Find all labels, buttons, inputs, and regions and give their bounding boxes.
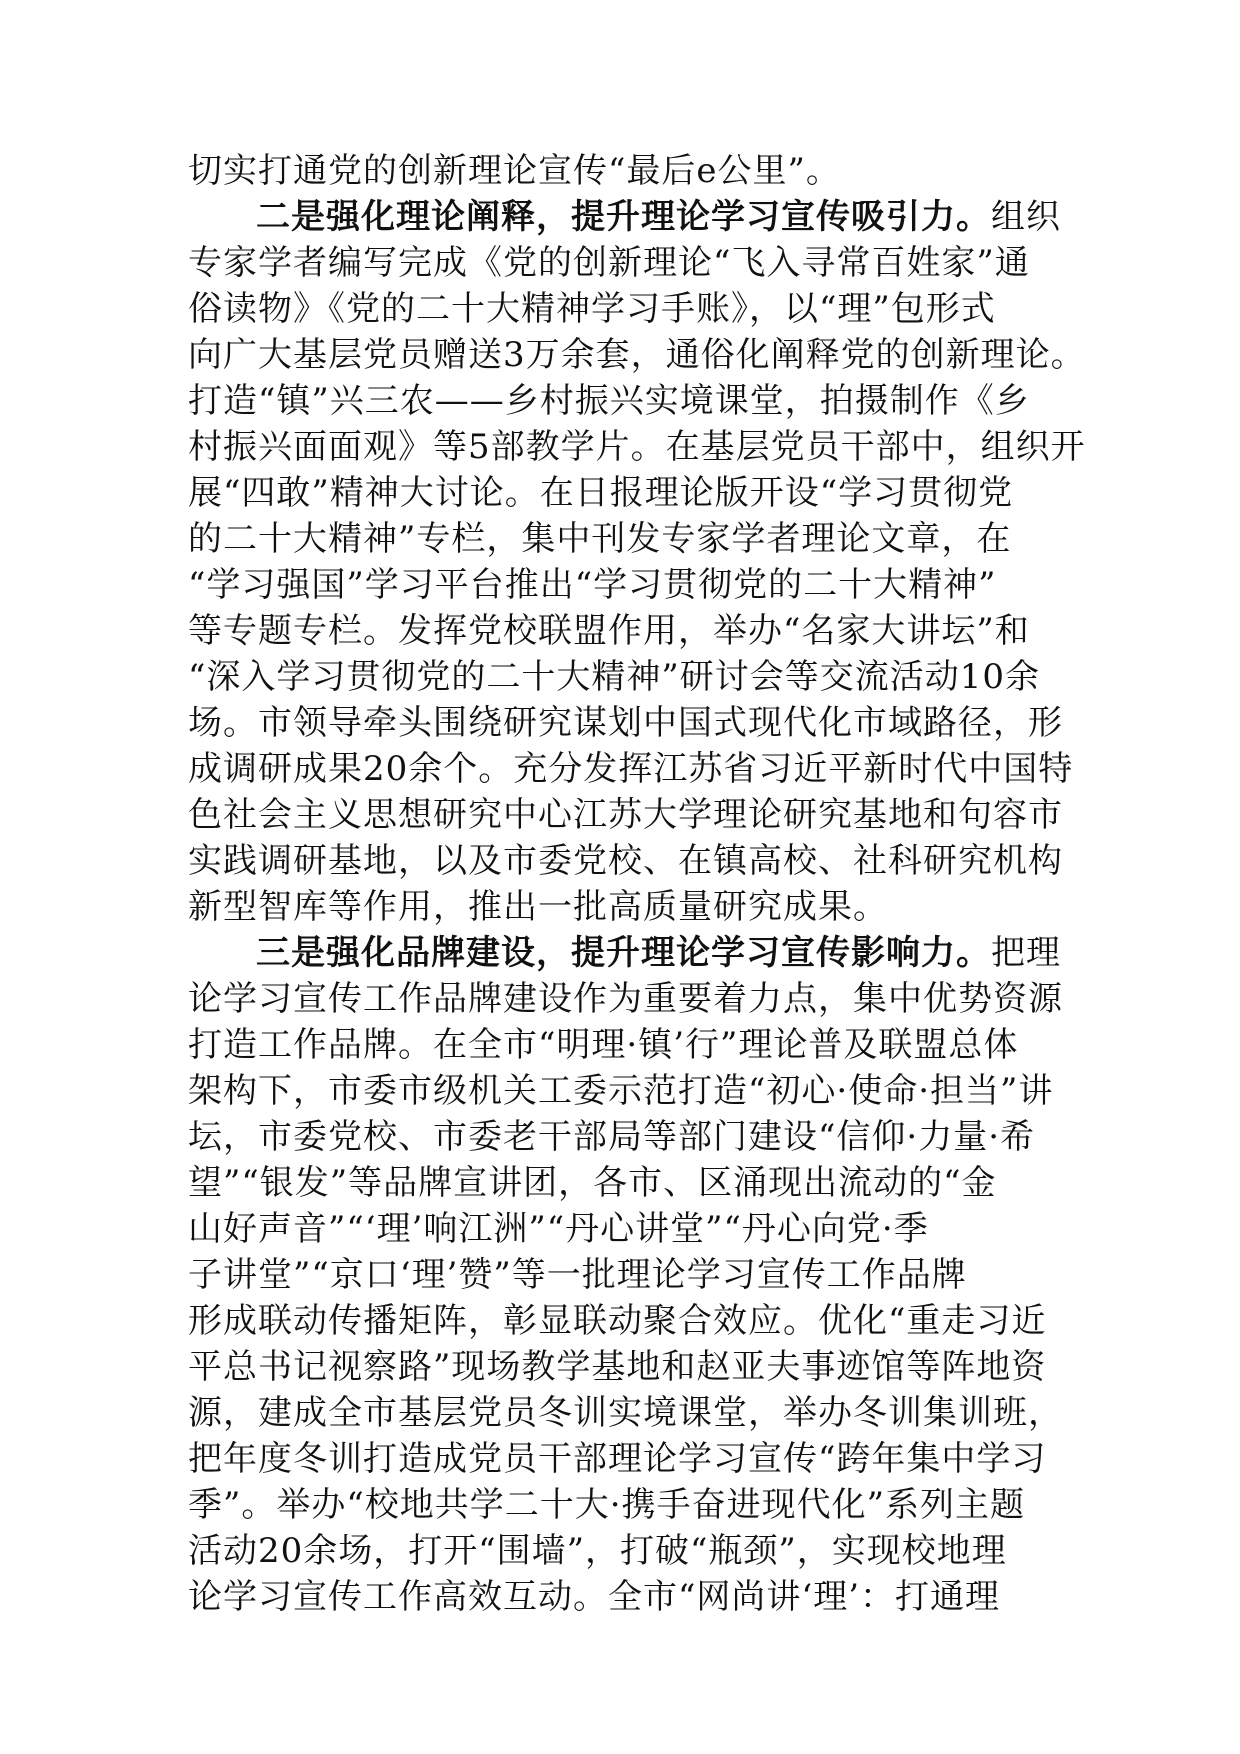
paragraph-lead-heading: 二是强化理论阐释，提升理论学习宣传吸引力。 bbox=[256, 197, 991, 237]
text-line: 等专题专栏。发挥党校联盟作用，举办“名家大讲坛”和 bbox=[188, 611, 1030, 651]
text-line: “学习强国”学习平台推出“学习贯彻党的二十大精神” bbox=[188, 565, 997, 605]
text-line: 俗读物》《党的二十大精神学习手账》，以“理”包形式 bbox=[188, 289, 996, 329]
text-line: 架构下，市委市级机关工委示范打造“初心·使命·担当”讲 bbox=[188, 1071, 1054, 1111]
text-line: 成调研成果20余个。充分发挥江苏省习近平新时代中国特 bbox=[188, 749, 1074, 789]
text-line: 坛，市委党校、市委老干部局等部门建设“信仰·力量·希 bbox=[188, 1117, 1035, 1157]
text-line: 望”“银发”等品牌宣讲团，各市、区涌现出流动的“金 bbox=[188, 1163, 997, 1203]
text-line: 打造“镇”兴三农——乡村振兴实境课堂，拍摄制作《乡 bbox=[188, 381, 1030, 421]
text-line: 山好声音”“‘理’响江洲”“丹心讲堂”“丹心向党·季 bbox=[188, 1209, 929, 1249]
text-line: 实践调研基地，以及市委党校、在镇高校、社科研究机构 bbox=[188, 841, 1063, 881]
text-line: 形成联动传播矩阵，彰显联动聚合效应。优化“重走习近 bbox=[188, 1301, 1047, 1341]
text-line: 展“四敢”精神大讨论。在日报理论版开设“学习贯彻党 bbox=[188, 473, 1014, 513]
text-line: 的二十大精神”专栏，集中刊发专家学者理论文章，在 bbox=[188, 519, 1012, 559]
text-line: 论学习宣传工作品牌建设作为重要着力点，集中优势资源 bbox=[188, 979, 1063, 1019]
text-line: 源，建成全市基层党员冬训实境课堂，举办冬训集训班， bbox=[188, 1393, 1063, 1433]
text-line: 场。市领导牵头围绕研究谋划中国式现代化市域路径，形 bbox=[188, 703, 1063, 743]
text-line: 切实打通党的创新理论宣传“最后e公里”。 bbox=[188, 151, 841, 191]
text-line: 村振兴面面观》等5部教学片。在基层党员干部中，组织开 bbox=[188, 427, 1086, 467]
text-line: 新型智库等作用，推出一批高质量研究成果。 bbox=[188, 887, 888, 927]
text-line: 色社会主义思想研究中心江苏大学理论研究基地和句容市 bbox=[188, 795, 1063, 835]
text-line: 把年度冬训打造成党员干部理论学习宣传“跨年集中学习 bbox=[188, 1439, 1047, 1479]
text-line: 专家学者编写完成《党的创新理论“飞入寻常百姓家”通 bbox=[188, 243, 1030, 283]
text-line: 季”。举办“校地共学二十大·携手奋进现代化”系列主题 bbox=[188, 1485, 1025, 1525]
paragraph-start-line: 三是强化品牌建设，提升理论学习宣传影响力。把理 bbox=[256, 933, 1061, 973]
text-line: 打造工作品牌。在全市“明理·镇’行”理论普及联盟总体 bbox=[188, 1025, 1019, 1065]
text-line: 平总书记视察路”现场教学基地和赵亚夫事迹馆等阵地资 bbox=[188, 1347, 1047, 1387]
text-line: “深入学习贯彻党的二十大精神”研讨会等交流活动10余 bbox=[188, 657, 1041, 697]
text-line: 向广大基层党员赠送3万余套，通俗化阐释党的创新理论。 bbox=[188, 335, 1086, 375]
text-line: 活动20余场，打开“围墙”，打破“瓶颈”，实现校地理 bbox=[188, 1531, 1007, 1571]
paragraph-start-line: 二是强化理论阐释，提升理论学习宣传吸引力。组织 bbox=[256, 197, 1061, 237]
paragraph-lead-heading: 三是强化品牌建设，提升理论学习宣传影响力。 bbox=[256, 933, 991, 973]
text-line: 子讲堂”“京口‘理’赞”等一批理论学习宣传工作品牌 bbox=[188, 1255, 967, 1295]
body-text bbox=[188, 148, 1086, 1620]
text-line: 论学习宣传工作高效互动。全市“网尚讲‘理’：打通理 bbox=[188, 1577, 1000, 1617]
